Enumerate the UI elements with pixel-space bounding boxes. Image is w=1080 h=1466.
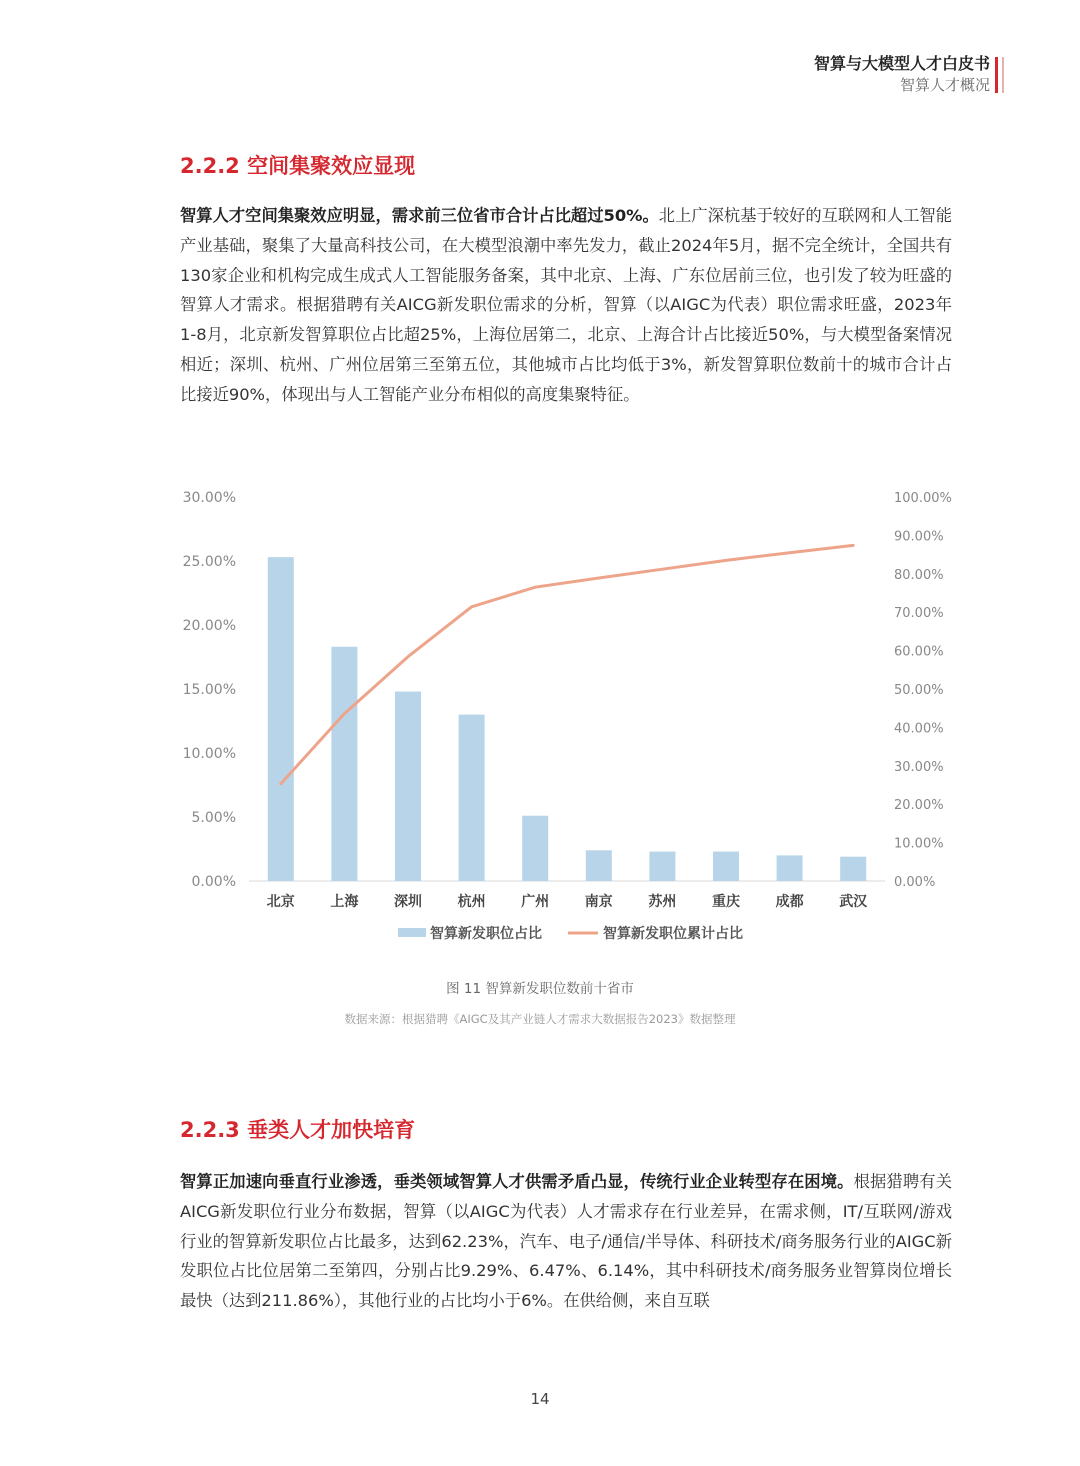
figure-source: 数据来源：根据猎聘《AIGC及其产业链人才需求大数据报告2023》数据整理: [344, 1012, 736, 1026]
legend-bar-swatch: [398, 928, 426, 937]
chapter-title: 智算人才概况: [899, 76, 990, 94]
bar-4: [459, 715, 485, 881]
right-axis-tick-label: 70.00%: [894, 606, 944, 622]
section-2-2-3-paragraph: [180, 1167, 952, 1316]
combo-chart: [170, 470, 970, 950]
bar-5: [522, 816, 548, 881]
right-axis-tick-label: 40.00%: [894, 721, 944, 737]
paragraph-lead-2: 智算正加速向垂直行业渗透，垂类领域智算人才供需矛盾凸显，传统行业企业转型存在困境。: [180, 1172, 854, 1191]
category-label: 北京: [266, 894, 295, 910]
right-axis-tick-label: 0.00%: [894, 875, 936, 890]
left-axis-tick-label: 5.00%: [191, 810, 236, 826]
chart-legend: [398, 925, 743, 942]
category-label: 广州: [521, 894, 550, 910]
right-axis-tick-label: 20.00%: [894, 798, 944, 814]
right-axis-ticks: [894, 491, 952, 890]
left-axis-tick-label: 20.00%: [182, 618, 236, 634]
paragraph-body: 北上广深杭基于较好的互联网和人工智能产业基础，聚集了大量高科技公司，在大模型浪潮中率先发力，截止2024年5月，据不完全统计，全国共有130家企业和机构完成生成式人工智能服务备案，其中北京、上海、广东位居前三位，也引发了较为旺盛的智算人才需求。根据猎聘有关AICG新发职位需求的分析，智算（以AIGC为代表）职位需求旺盛，2023年1-8月，北京新发智算职位占比超25%，上海位居第二，北京、上海合计占比接近50%，与大模型备案情况相近；深圳、杭州、广州位居第三至第五位，其他城市占比均低于3%，新发智算职位数前十的城市合计占比接近90%，体现出与人工智能产业分布相似的高度集聚特征。: [180, 206, 952, 404]
paragraph-body-2: 根据猎聘有关AICG新发职位行业分布数据，智算（以AIGC为代表）人才需求存在行业差异，在需求侧，IT/互联网/游戏行业的智算新发职位占比最多，达到62.23%，汽车、电子/通信/半导体、科研技术/商务服务行业的AIGC新发职位占比位居第二至第四，分别占比9.29%、6.47%、6.14%，其中科研技术/商务服务业智算岗位增长最快（达到211.86%），其他行业的占比均小于6%。在供给侧，来自互联: [180, 1172, 952, 1311]
figure-caption: 图 11 智算新发职位数前十省市: [446, 981, 634, 997]
section-heading-2-2-2: 2.2.2 空间集聚效应显现: [180, 154, 416, 178]
bar-9: [777, 855, 803, 881]
report-title: 智算与大模型人才白皮书: [813, 54, 990, 73]
running-header: [814, 54, 990, 96]
left-axis-tick-label: 15.00%: [182, 682, 236, 698]
right-axis-tick-label: 90.00%: [894, 529, 944, 545]
category-labels: [267, 893, 868, 910]
header-accent-bar: [995, 57, 998, 93]
cumulative-line: [281, 545, 853, 783]
section-2-2-2-paragraph: [180, 201, 952, 410]
bar-1: [268, 557, 294, 881]
category-label: 杭州: [457, 894, 486, 910]
left-axis-ticks: [183, 490, 236, 890]
left-axis-tick-label: 0.00%: [191, 874, 236, 890]
category-label: 南京: [584, 894, 613, 910]
paragraph-lead: 智算人才空间集聚效应明显，需求前三位省市合计占比超过50%。: [180, 206, 659, 225]
right-axis-tick-label: 30.00%: [894, 759, 944, 775]
section-heading-2-2-3: 2.2.3 垂类人才加快培育: [180, 1118, 416, 1142]
right-axis-tick-label: 10.00%: [894, 836, 944, 852]
bar-8: [713, 852, 739, 881]
bar-2: [331, 647, 357, 881]
category-label: 重庆: [712, 894, 740, 910]
bar-10: [840, 857, 866, 881]
category-label: 上海: [330, 894, 359, 910]
left-axis-tick-label: 10.00%: [182, 746, 236, 762]
legend-line-label: 智算新发职位累计占比: [603, 926, 743, 942]
category-label: 深圳: [394, 894, 422, 910]
right-axis-tick-label: 60.00%: [894, 644, 944, 660]
header-accent-bar-light: [1002, 57, 1004, 93]
page-number: 14: [530, 1390, 550, 1408]
left-axis-tick-label: 30.00%: [182, 490, 236, 506]
category-label: 成都: [775, 894, 804, 910]
right-axis-tick-label: 100.00%: [894, 491, 952, 506]
bar-series: [268, 557, 866, 881]
bar-6: [586, 850, 612, 881]
right-axis-tick-label: 80.00%: [894, 567, 944, 583]
left-axis-tick-label: 25.00%: [182, 554, 236, 570]
bar-3: [395, 692, 421, 881]
bar-7: [649, 852, 675, 881]
category-label: 武汉: [839, 894, 868, 910]
legend-bar-label: 智算新发职位占比: [430, 926, 542, 942]
category-label: 苏州: [648, 894, 677, 910]
right-axis-tick-label: 50.00%: [894, 683, 944, 698]
